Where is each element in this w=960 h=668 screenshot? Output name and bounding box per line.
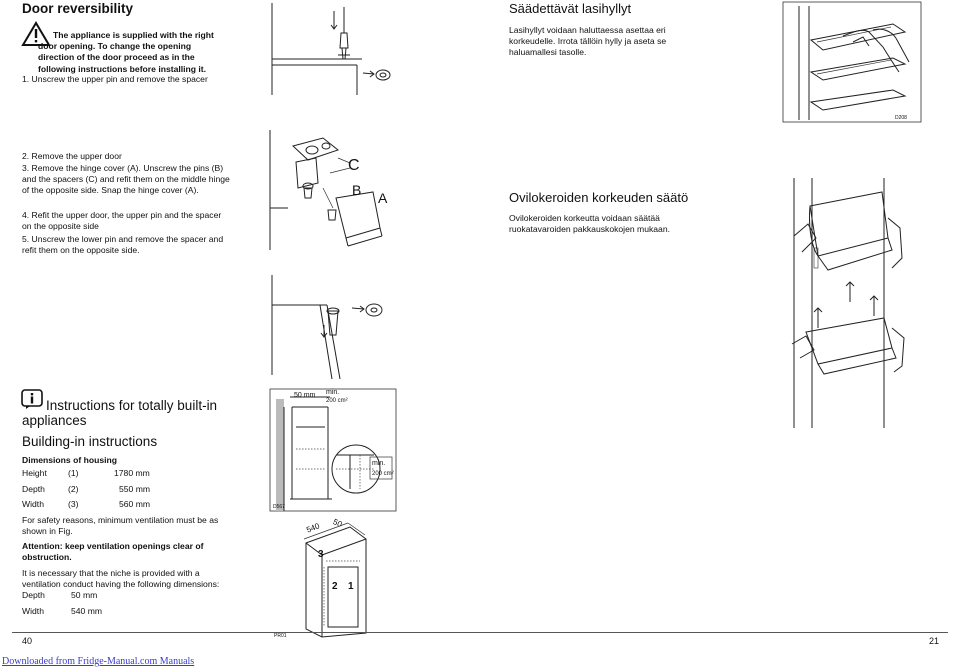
door-step-2: 2. Remove the upper door [22, 151, 122, 161]
niche-dim-50: 50 [331, 517, 344, 530]
door-step-5: 5. Unscrew the lower pin and remove the spacer and refit them on the opposite side. [22, 234, 224, 256]
niche-fig-code: PR01 [274, 633, 287, 639]
ventilation-attention-text: Attention: keep ventilation openings clear of obstruction. [22, 541, 204, 563]
door-step-3: 3. Remove the hinge cover (A). Unscrew the pins (B) and the spacers (C) and refit them on the middle hinge of the opposite side. Snap the hinge cover (A). [22, 163, 230, 196]
vent-top-dim: 50 mm [294, 392, 316, 399]
door-step-1: 1. Unscrew the upper pin and remove the spacer [22, 74, 208, 84]
glass-shelves-title: Säädettävät lasihyllyt [509, 1, 632, 16]
vent-bottom-min: min. [372, 460, 386, 467]
door-step-4: 4. Refit the upper door, the upper pin and the spacer on the opposite side [22, 210, 222, 232]
hinge-label-c: C [348, 157, 360, 174]
door-reversibility-title: Door reversibility [22, 1, 134, 16]
footer-rule [12, 632, 948, 633]
dimensions-heading: Dimensions of housing [22, 455, 118, 465]
door-warning-text: The appliance is supplied with the right door opening. To change the opening direction of the door proceed as in the following instructions before installing it. [38, 30, 214, 74]
niche-dim-540: 540 [305, 521, 321, 535]
right-page-number: 21 [929, 636, 940, 646]
left-page-number: 40 [22, 636, 33, 646]
vent-fig-code: D567 [273, 504, 285, 510]
niche-depth-row: Depth 50 mm [22, 590, 98, 600]
dimension-row-height: Height (1) 1780 mm [22, 468, 150, 478]
glass-shelves-text: Lasihyllyt voidaan haluttaessa asettaa eri korkeudelle. Irrota tällöin hylly ja aseta se haluamallesi tasolle. [509, 25, 667, 58]
niche-label-1: 1 [348, 581, 354, 592]
builtin-title: Instructions for totally built-in appliances [22, 398, 218, 428]
niche-figure [270, 515, 398, 640]
upper-pin-illustration [272, 3, 422, 98]
niche-label-2: 2 [332, 581, 338, 592]
dimension-row-depth: Depth (2) 550 mm [22, 484, 151, 494]
ventilation-figure [270, 389, 398, 514]
niche-width-row: Width 540 mm [22, 606, 103, 616]
glass-shelves-illustration [783, 2, 923, 124]
ventilation-safety-text: For safety reasons, minimum ventilation must be as shown in Fig. [22, 515, 219, 537]
door-shelves-text: Ovilokeroiden korkeutta voidaan säätää ruokatavaroiden pakkauskokojen mukaan. [509, 213, 670, 235]
building-in-subtitle: Building-in instructions [22, 434, 158, 449]
vent-bottom-area: 200 cm² [372, 471, 394, 477]
dimension-row-width: Width (3) 560 mm [22, 499, 151, 509]
door-shelves-illustration [788, 178, 908, 428]
hinge-label-a: A [378, 190, 388, 206]
hinge-illustration [268, 128, 418, 253]
vent-top-area: 200 cm² [326, 398, 348, 404]
vent-top-min: min. [326, 389, 340, 396]
hinge-label-b: B [352, 182, 362, 198]
shelves-fig-code: D208 [895, 115, 907, 121]
door-shelves-title: Ovilokeroiden korkeuden säätö [509, 190, 689, 205]
lower-pin-illustration [272, 275, 422, 385]
niche-text: It is necessary that the niche is provided with a ventilation conduct having the following dimensions: [22, 568, 220, 590]
download-source-link[interactable]: Downloaded from Fridge-Manual.com Manuals [2, 656, 195, 667]
niche-label-3: 3 [318, 549, 324, 560]
